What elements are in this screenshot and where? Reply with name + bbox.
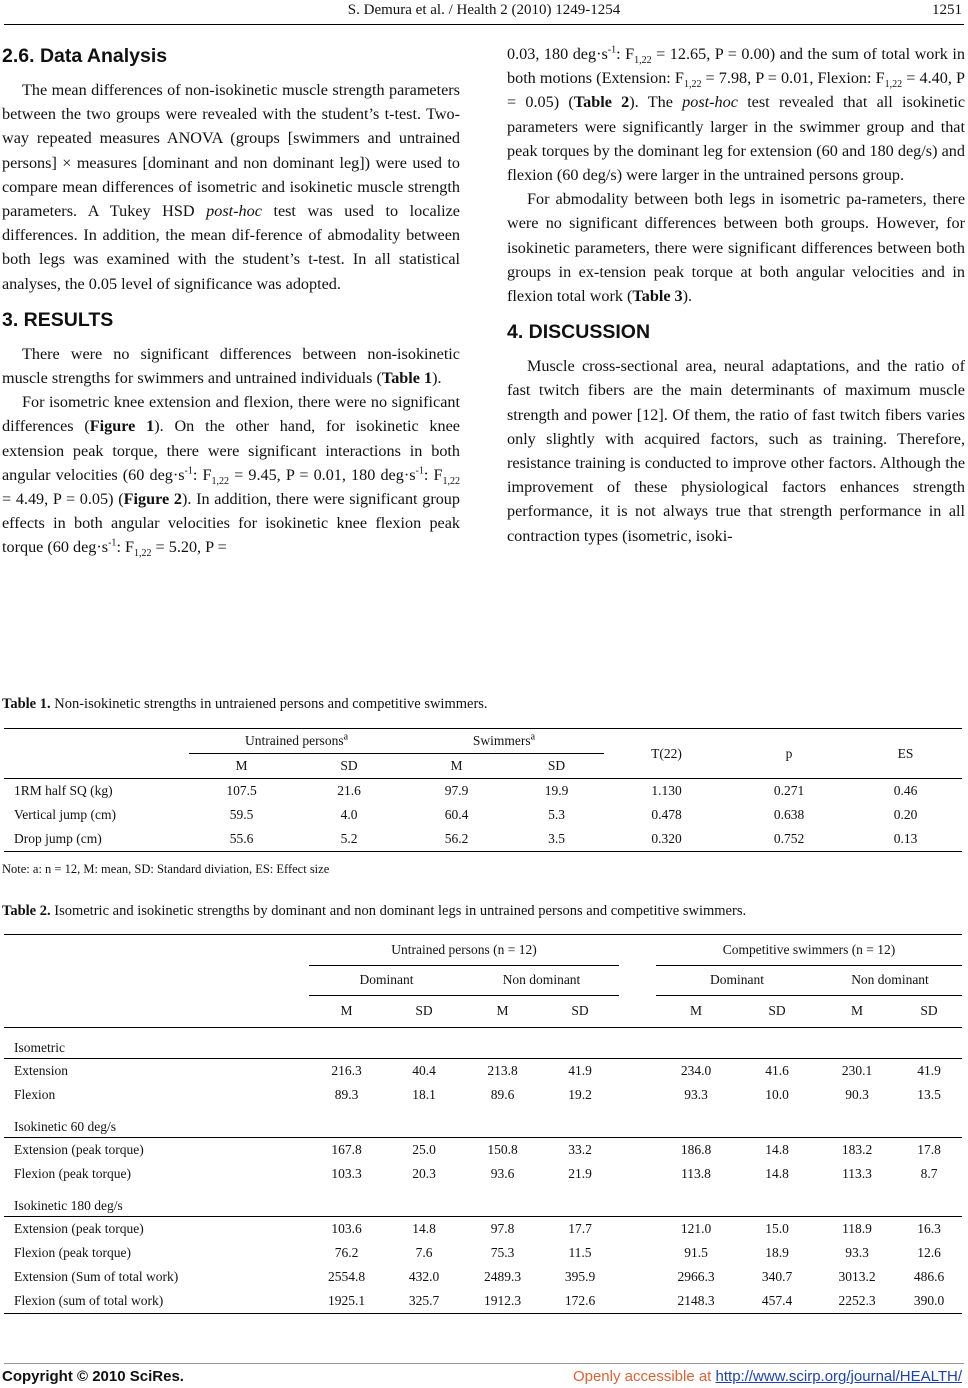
row-label: Extension (Sum of total work) [14,1269,179,1284]
discussion-paragraph: Muscle cross-sectional area, neural adaptations, and the ratio of fast twitch fibers are the main determinants of maximum muscle strength and power [12]. Of them, the ratio of fast twitch fibers varies only slightly with acquired factors, such as training. Therefore, resistance training is conducted to improve other factors. Although the improvement of these physiological factors enhances strength performance, it is not always true that strength performance in all contraction types (isometric, isoki- [507,357,965,545]
table-cell: 340.7 [761,1269,793,1284]
table2-body [4,1028,962,1314]
table1-note: Note: a: n = 12, M: mean, SD: Standard diviation, ES: Effect size [2,862,330,876]
table-cell: 21.9 [568,1166,592,1181]
table-cell: 150.8 [487,1142,518,1157]
table-cell: 60.4 [444,807,469,822]
left-column [2,42,460,560]
table-cell: 2966.3 [677,1269,715,1284]
table2-caption-text: Isometric and isokinetic strengths by dominant and non dominant legs in untrained persons and competitive swimmers. [54,903,747,919]
table-cell: 172.6 [564,1293,596,1308]
table-row [4,1289,962,1314]
footer-rule [4,1363,964,1364]
table2-header-m: M [496,1003,509,1019]
table-cell: 213.8 [487,1063,518,1078]
table2-header-m: M [689,1003,702,1019]
table-cell: 216.3 [331,1063,362,1078]
row-label: Drop jump (cm) [14,831,102,846]
table-cell: 19.2 [568,1087,592,1102]
table-cell: 20.3 [412,1166,436,1181]
table-cell: 0.638 [773,807,805,822]
abmodality-paragraph: For abmodality between both legs in isometric pa-rameters, there were no significant differences between both groups. However, for isokinetic parameters, there were significant differences between both groups in ex-tension peak torque at both angular velocities and in flexion total work (Table 3). [507,190,965,306]
table-cell: 395.9 [564,1269,596,1284]
table1-header-p: p [785,745,793,761]
table-cell: 13.5 [917,1087,941,1102]
table-row [4,1162,962,1186]
right-column [507,42,965,548]
table-cell: 17.7 [568,1221,592,1236]
table-cell: 89.6 [490,1087,515,1102]
table-cell: 11.5 [568,1245,592,1260]
table1-header-sd: SD [547,758,566,773]
table-cell: 0.46 [893,783,918,798]
table-cell: 390.0 [913,1293,945,1308]
table2-caption [2,903,746,920]
row-label: Extension [14,1063,68,1078]
table1-caption [2,696,488,713]
journal-link[interactable]: http://www.scirp.org/journal/HEALTH/ [715,1368,962,1385]
row-label: Flexion (sum of total work) [14,1293,164,1308]
data-analysis-paragraph: The mean differences of non-isokinetic muscle strength parameters between the two groups were revealed with the student’s t-test. Two-way repeated measures ANOVA (groups [swimmers and untrained persons] × measures [dominant and non dominant leg]) were used to compare mean differences of isometric and isokinetic muscle strength parameters. A Tukey HSD post-hoc test was used to localize differences. In addition, the mean dif-ference of abmodality between both legs was examined with the student’s t-test. In all statistical analyses, the 0.05 level of significance was adopted. [2,81,460,293]
section-label: Isometric [4,1028,962,1059]
table-cell: 3013.2 [838,1269,876,1284]
table1-header-es: ES [897,745,914,761]
table-cell: 14.8 [412,1221,436,1236]
table-cell: 55.6 [229,831,254,846]
table2-group-untrained: Untrained persons (n = 12) [309,935,619,966]
table-cell: 5.3 [548,807,565,822]
discussion-title: 4. DISCUSSION [507,321,651,344]
table-cell: 121.0 [680,1221,712,1236]
table-cell: 10.0 [765,1087,789,1102]
results-paragraph-1: There were no significant differences between non-isokinetic muscle strengths for swimmers and untrained individuals (Table 1). [2,344,460,388]
table-cell: 8.7 [920,1166,938,1181]
table-cell: 12.6 [917,1245,941,1260]
section-header-row [4,1186,962,1217]
table-cell: 0.271 [773,783,805,798]
table-cell: 2554.8 [327,1269,366,1284]
results-paragraph-continued: 0.03, 180 $deg\cdot s^{-1}$: $F_{1,22} = 12.65$, P = 0.00) and the sum of total work in both motions (Extension: $F_{1,22} = 7.98$, P = 0.01, Flexion: $F_{1,22} = 4.40$, P = 0.05) (Table 2). The post-hoc test revealed that all isokinetic parameters were significantly larger in the swimmer group and that peak torques by the dominant leg for extension (60 and 180 deg/s) and flexion (60 deg/s) were larger in the untrained persons group. [507,44,965,185]
table2-header-sd: SD [920,1003,938,1019]
table2-header-sd: SD [415,1003,433,1019]
section-header-row [4,1107,962,1138]
table-cell: 113.8 [681,1166,711,1181]
table2-swimmers-dominant: Dominant [656,965,818,995]
table-cell: 5.2 [340,831,358,846]
table-row [4,1241,962,1265]
table-cell: 33.2 [568,1142,592,1157]
open-access-text: Openly accessible at [572,1368,716,1385]
page-header [0,0,968,30]
table-cell: 21.6 [337,783,361,798]
table-cell: 0.752 [773,831,805,846]
table-cell: 103.3 [331,1166,362,1181]
table-cell: 432.0 [408,1269,440,1284]
table-cell: 183.2 [841,1142,873,1157]
row-label: Flexion (peak torque) [14,1166,131,1181]
row-label: Flexion (peak torque) [14,1245,131,1260]
row-label: Extension (peak torque) [14,1142,144,1157]
results-paragraph-2: For isometric knee extension and flexion, there were no significant differences (Figure 1). On the other hand, for isokinetic knee extension peak torque, there were significant interactions in both angular velocities (60 $deg\cdot s^{-1}$: $F_{1,22} = 9.45$, P = 0.01, 180 $deg\cdot s^{-1}$: $F_{1,22} = 4.49$, P = 0.05) (Figure 2). In addition, there were significant group effects in both angular velocities for isokinetic knee flexion peak torque (60 $deg\cdot s^{-1}$: $F_{1,22} = 5.20$, P = [2,393,460,560]
results-title: 3. RESULTS [2,308,114,331]
table2-header-m: M [850,1003,863,1019]
table-row [4,803,962,827]
table1-caption-text: Non-isokinetic strengths in untraiened persons and competitive swimmers. [54,696,488,712]
table-cell: 14.8 [765,1142,789,1157]
table1-header-t: T(22) [651,745,682,761]
table-cell: 14.8 [765,1166,789,1181]
open-access-notice [573,1368,962,1385]
running-head: S. Demura et al. / Health 2 (2010) 1249-1254 [347,2,621,18]
section-label: Isokinetic 180 deg/s [4,1186,962,1217]
table-cell: 90.3 [845,1087,869,1102]
table-row [4,1083,962,1107]
table-cell: 113.3 [842,1166,872,1181]
table-cell: 0.13 [893,831,918,846]
table2-untrained-non-dominant: Non dominant [464,965,619,995]
table1-header-m: M [235,758,248,773]
table2-header-sd: SD [571,1003,589,1019]
table-cell: 2148.3 [677,1293,715,1308]
table-cell: 167.8 [331,1142,362,1157]
table-cell: 3.5 [548,831,565,846]
table-cell: 15.0 [765,1221,789,1236]
table2-group-swimmers: Competitive swimmers (n = 12) [656,935,962,966]
table1 [4,728,962,852]
table2-header-sd: SD [768,1003,786,1019]
table-cell: 40.4 [412,1063,436,1078]
header-rule [4,24,964,25]
table-cell: 97.8 [490,1221,515,1236]
table-cell: 4.0 [340,807,358,822]
table-cell: 93.3 [845,1245,869,1260]
table2-untrained-dominant: Dominant [309,965,464,995]
table-cell: 59.5 [229,807,254,822]
table-cell: 107.5 [226,783,257,798]
table-cell: 89.3 [334,1087,359,1102]
table-cell: 186.8 [680,1142,712,1157]
table1-group-swimmers: Swimmers$^a$ [404,729,604,754]
table-row [4,1217,962,1242]
table-row [4,1138,962,1163]
table-cell: 56.2 [444,831,469,846]
table2-label: Table 2. [2,903,51,919]
table-cell: 486.6 [913,1269,945,1284]
table-cell: 0.320 [651,831,682,846]
table-cell: 76.2 [334,1245,359,1260]
table-row [4,827,962,852]
table1-label: Table 1. [2,696,51,712]
table-cell: 17.8 [917,1142,941,1157]
table-row [4,1265,962,1289]
table-row [4,779,962,804]
table-cell: 1912.3 [483,1293,522,1308]
row-label: Flexion [14,1087,56,1102]
table-cell: 0.478 [651,807,682,822]
table-cell: 1.130 [651,783,682,798]
row-label: Extension (peak torque) [14,1221,144,1236]
table2-header-m: M [340,1003,353,1019]
table-row [4,1059,962,1084]
table-cell: 1925.1 [327,1293,366,1308]
table-cell: 25.0 [412,1142,436,1157]
table-cell: 75.3 [490,1245,515,1260]
table-cell: 103.6 [331,1221,362,1236]
table-cell: 0.20 [893,807,918,822]
table-cell: 19.9 [544,783,569,798]
table2 [4,934,962,1314]
table1-header-m: M [450,758,463,773]
table-cell: 230.1 [841,1063,873,1078]
table-cell: 93.6 [490,1166,515,1181]
table-cell: 2489.3 [483,1269,522,1284]
table-cell: 2252.3 [838,1293,876,1308]
table-cell: 457.4 [761,1293,793,1308]
table-cell: 93.3 [684,1087,708,1102]
table-cell: 41.9 [917,1063,941,1078]
section-header-row [4,1028,962,1059]
table2-swimmers-non-dominant: Non dominant [818,965,962,995]
table-cell: 7.6 [415,1245,433,1260]
section-2-6-title: 2.6. Data Analysis [2,45,168,67]
table-cell: 18.1 [412,1087,436,1102]
page-footer [0,1366,968,1388]
row-label: 1RM half SQ (kg) [14,783,113,798]
table-cell: 41.9 [568,1063,592,1078]
table1-group-untrained: Untrained persons$^a$ [189,729,404,754]
table-cell: 18.9 [765,1245,789,1260]
table-cell: 91.5 [684,1245,708,1260]
table-cell: 16.3 [917,1221,941,1236]
table1-body [4,779,962,852]
table-cell: 234.0 [680,1063,712,1078]
table-cell: 41.6 [765,1063,789,1078]
page-number: 1251 [932,2,962,18]
table1-header-sd: SD [340,758,358,773]
table-cell: 118.9 [842,1221,872,1236]
row-label: Vertical jump (cm) [14,807,116,822]
copyright: Copyright © 2010 SciRes. [2,1368,184,1385]
table-cell: 97.9 [444,783,469,798]
section-label: Isokinetic 60 deg/s [4,1107,962,1138]
table-cell: 325.7 [408,1293,440,1308]
